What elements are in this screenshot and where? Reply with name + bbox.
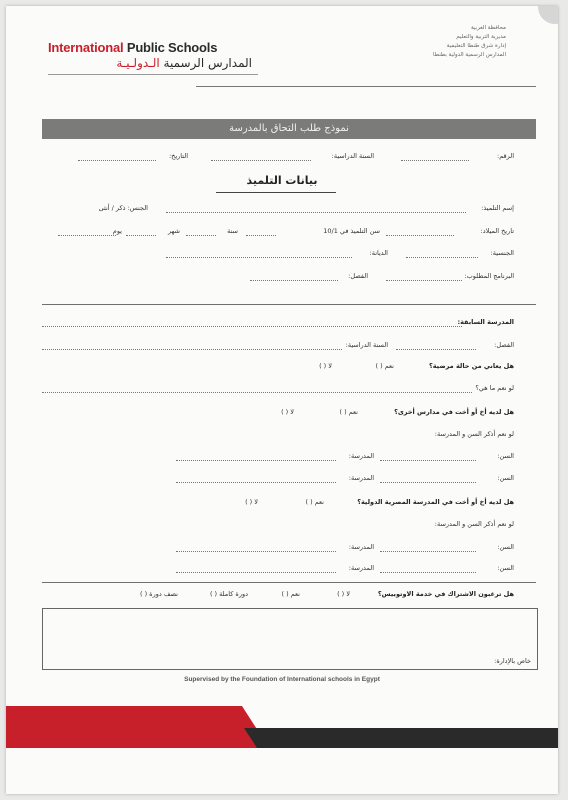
q4-label: هل ترغبون الاشتراك في خدمة الاوتوبيس؟ xyxy=(377,590,514,598)
section-divider-2 xyxy=(42,582,536,583)
student-name-label: إسم التلميذ: xyxy=(481,204,514,212)
q2-school1-field[interactable] xyxy=(176,460,336,461)
q4-yes-option[interactable]: نعم ( ) xyxy=(281,590,300,598)
gov-line: إدارة شرق طنطا التعليمية xyxy=(446,43,506,49)
class-label: الفصل: xyxy=(348,272,368,280)
day-label: يوم xyxy=(112,227,122,235)
prev-school-field[interactable] xyxy=(42,326,462,327)
q3-age1-label: السن: xyxy=(497,543,514,551)
program-label: البرنامج المطلوب: xyxy=(464,272,514,280)
q2-age1-label: السن: xyxy=(497,452,514,460)
class-field[interactable] xyxy=(250,280,338,281)
q4-half-round-option[interactable]: نصف دورة ( ) xyxy=(139,590,178,598)
program-field[interactable] xyxy=(386,280,462,281)
school-logo-english xyxy=(48,40,217,55)
age-month-field[interactable] xyxy=(186,235,216,236)
student-name-field[interactable] xyxy=(166,212,466,213)
q3-school1-field[interactable] xyxy=(176,551,336,552)
school-logo-arabic xyxy=(48,56,252,70)
header-divider xyxy=(196,86,536,87)
gov-line: المدارس الرسمية الدولية بطنطا xyxy=(433,52,506,58)
q3-age2-label: السن: xyxy=(497,564,514,572)
logo-en-part2: Public Schools xyxy=(126,40,218,55)
birth-date-field[interactable] xyxy=(386,235,454,236)
q2-school2-label: المدرسة: xyxy=(348,474,374,482)
footer-stripes xyxy=(6,696,558,756)
q3-no-option[interactable]: لا ( ) xyxy=(245,498,258,506)
date-label: التاريخ: xyxy=(168,152,188,160)
section-underline xyxy=(216,192,336,193)
q2-school2-field[interactable] xyxy=(176,482,336,483)
q2-age2-label: السن: xyxy=(497,474,514,482)
q2-label: هل لديه أخ أو أخت في مدارس أخرى؟ xyxy=(394,408,514,416)
q3-yes-option[interactable]: نعم ( ) xyxy=(305,498,324,506)
section-student-data: بيانات التلميذ xyxy=(246,174,318,187)
footer-dark-band xyxy=(244,728,558,748)
form-title: نموذج طلب التحاق بالمدرسة xyxy=(42,119,536,139)
q2-age1-field[interactable] xyxy=(380,460,476,461)
q4-no-option[interactable]: لا ( ) xyxy=(337,590,350,598)
footer-supervision: Supervised by the Foundation of International schools in Egypt xyxy=(184,676,380,683)
form-page xyxy=(6,6,558,794)
q3-school2-label: المدرسة: xyxy=(348,564,374,572)
prev-year-label: السنة الدراسية: xyxy=(345,341,388,349)
gov-line: محافظة الغربية xyxy=(470,25,506,31)
nationality-field[interactable] xyxy=(406,257,478,258)
section-divider xyxy=(42,304,536,305)
admin-box[interactable] xyxy=(42,608,538,670)
gender-label[interactable]: الجنس: ذكر / أنثى xyxy=(98,204,148,212)
age-day-extra-field[interactable] xyxy=(58,235,116,236)
prev-class-field[interactable] xyxy=(396,349,476,350)
q1-detail-label: لو نعم ما هي؟ xyxy=(475,384,514,392)
academic-year-field[interactable] xyxy=(211,160,311,161)
q2-detail-label: لو نعم أذكر السن و المدرسة: xyxy=(434,430,514,438)
age-day-field[interactable] xyxy=(126,235,156,236)
ref-no-label: الرقم: xyxy=(497,152,514,160)
directorate-header xyxy=(386,24,506,60)
q3-detail-label: لو نعم أذكر السن و المدرسة: xyxy=(434,520,514,528)
page-corner-fold xyxy=(538,6,558,24)
q2-no-option[interactable]: لا ( ) xyxy=(281,408,294,416)
birth-date-label: تاريخ الميلاد: xyxy=(480,227,514,235)
religion-label: الديانة: xyxy=(369,249,388,257)
admin-label: خاص بالإدارة: xyxy=(494,657,531,665)
q1-no-option[interactable]: لا ( ) xyxy=(319,362,332,370)
religion-field[interactable] xyxy=(166,257,352,258)
prev-school-label: المدرسة السابقة: xyxy=(457,318,514,326)
date-field[interactable] xyxy=(78,160,156,161)
logo-ar-part1: المدارس الرسمية xyxy=(163,56,252,70)
month-label: شهر xyxy=(167,227,180,235)
q2-yes-option[interactable]: نعم ( ) xyxy=(339,408,358,416)
prev-year-field[interactable] xyxy=(42,349,342,350)
q3-label: هل لديه أخ أو أخت في المدرسة المصرية الدولية؟ xyxy=(357,498,514,506)
year-label: سنة xyxy=(227,227,238,235)
footer-red-band xyxy=(6,706,258,748)
q1-label: هل يعاني من حالة مرضية؟ xyxy=(428,362,514,370)
logo-underline xyxy=(48,74,258,75)
q3-school2-field[interactable] xyxy=(176,572,336,573)
q3-age1-field[interactable] xyxy=(380,551,476,552)
age-on-label: سن التلميذ في 10/1 xyxy=(323,227,380,235)
q4-full-round-option[interactable]: دورة كاملة ( ) xyxy=(209,590,248,598)
q2-age2-field[interactable] xyxy=(380,482,476,483)
logo-ar-part2: الـدولـيـة xyxy=(116,56,160,70)
ref-no-field[interactable] xyxy=(401,160,469,161)
q3-school1-label: المدرسة: xyxy=(348,543,374,551)
q2-school1-label: المدرسة: xyxy=(348,452,374,460)
gov-line: مديرية التربية والتعليم xyxy=(456,34,506,40)
q3-age2-field[interactable] xyxy=(380,572,476,573)
q1-yes-option[interactable]: نعم ( ) xyxy=(375,362,394,370)
prev-class-label: الفصل: xyxy=(494,341,514,349)
academic-year-label: السنة الدراسية: xyxy=(331,152,374,160)
q1-detail-field[interactable] xyxy=(42,392,472,393)
age-year-field[interactable] xyxy=(246,235,276,236)
nationality-label: الجنسية: xyxy=(490,249,514,257)
logo-en-part1: International xyxy=(48,40,124,55)
